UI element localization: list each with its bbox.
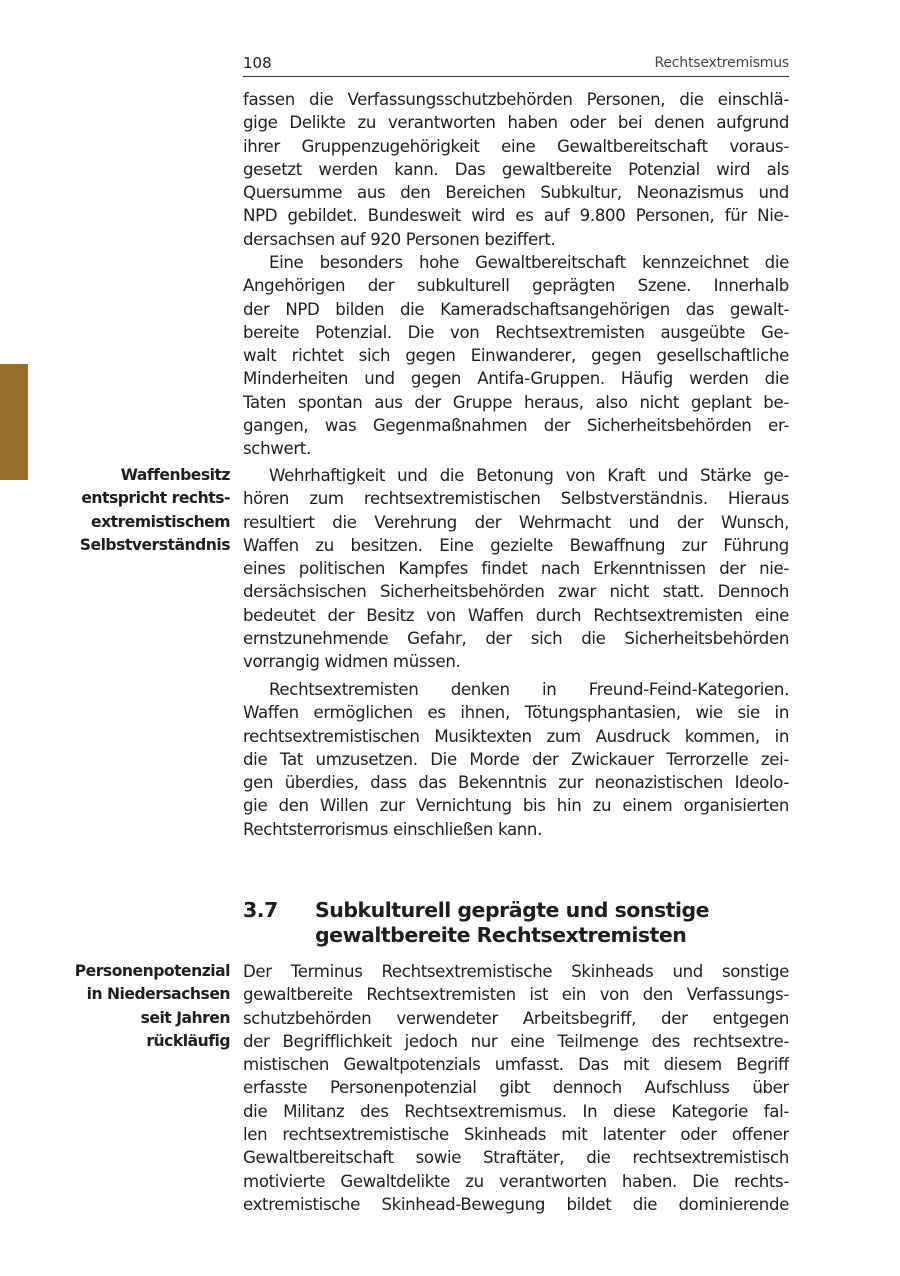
- text-line: motivierte Gewaltdelikte zu verantworten haben. Die rechts-: [243, 1171, 789, 1191]
- text-line: erfasste Personenpotenzial gibt dennoch Aufschluss über: [243, 1078, 789, 1098]
- paragraph-4: [243, 678, 789, 841]
- text-line: hören zum rechtsextremistischen Selbstverständnis. Hieraus: [243, 489, 789, 509]
- text-line: Der Terminus Rechtsextremistische Skinheads und sonstige: [243, 962, 789, 981]
- section-title: [315, 898, 709, 948]
- text-line: schutzbehörden verwendeter Arbeitsbegriff, der entgegen: [243, 1008, 789, 1028]
- margin-note-line: Waffenbesitz: [120, 466, 230, 484]
- paragraph-2: [243, 251, 789, 461]
- page-number: 108: [243, 54, 272, 72]
- margin-note-line: in Niedersachsen: [86, 985, 230, 1004]
- text-line: walt richtet sich gegen Einwanderer, gegen gesellschaftliche: [243, 346, 789, 366]
- text-line: der NPD bilden die Kameradschaftsangehörigen das gewalt-: [243, 299, 789, 319]
- text-line: len rechtsextremistische Skinheads mit latenter oder offener: [243, 1125, 789, 1145]
- text-line: eines politischen Kampfes findet nach Erkenntnissen der nie-: [243, 559, 789, 579]
- section-number: 3.7: [243, 898, 278, 922]
- margin-note-line: seit Jahren: [140, 1008, 230, 1027]
- running-header: [243, 52, 789, 77]
- text-line: die Militanz des Rechtsextremismus. In diese Kategorie fal-: [243, 1101, 789, 1121]
- margin-note-line: rückläufig: [146, 1031, 230, 1050]
- text-line: Angehörigen der subkulturell geprägten Szene. Innerhalb: [243, 276, 789, 296]
- text-line: Gewaltbereitschaft sowie Straftäter, die rechtsextremistisch: [243, 1148, 789, 1168]
- text-line: Minderheiten und gegen Antifa-Gruppen. Häufig werden die: [243, 369, 789, 389]
- text-line: gen überdies, dass das Bekenntnis zur neonazistischen Ideolo-: [243, 773, 789, 793]
- text-line: Eine besonders hohe Gewaltbereitschaft kennzeichnet die: [269, 253, 789, 272]
- text-line: fassen die Verfassungsschutzbehörden Personen, die einschlä-: [243, 90, 789, 109]
- text-line: Rechtsterrorismus einschließen kann.: [243, 819, 543, 839]
- text-line: die Tat umzusetzen. Die Morde der Zwickauer Terrorzelle zei-: [243, 749, 789, 769]
- text-line: ihrer Gruppenzugehörigkeit eine Gewaltbereitschaft voraus-: [243, 136, 789, 156]
- text-line: dersächsischen Sicherheitsbehörden zwar nicht statt. Dennoch: [243, 582, 789, 602]
- margin-note-line: Personenpotenzial: [74, 962, 230, 980]
- margin-note-line: extremistischem: [91, 512, 230, 531]
- margin-note-line: Selbstverständnis: [79, 535, 230, 554]
- text-line: der Begrifflichkeit jedoch nur eine Teilmenge des rechtsextre-: [243, 1031, 789, 1051]
- text-line: Wehrhaftigkeit und die Betonung von Kraft und Stärke ge-: [269, 466, 789, 485]
- running-head-title: Rechtsextremismus: [654, 55, 789, 71]
- paragraph-5: [243, 960, 789, 1216]
- text-line: vorrangig widmen müssen.: [243, 652, 461, 672]
- text-line: dersachsen auf 920 Personen beziffert.: [243, 229, 556, 249]
- text-line: bereite Potenzial. Die von Rechtsextremisten ausgeübte Ge-: [243, 322, 789, 342]
- text-line: gie den Willen zur Vernichtung bis hin zu einem organisierten: [243, 796, 789, 816]
- text-line: NPD gebildet. Bundesweit wird es auf 9.800 Personen, für Nie-: [243, 206, 789, 226]
- text-line: Rechtsextremisten denken in Freund-Feind-Kategorien.: [269, 680, 789, 699]
- text-line: extremistische Skinhead-Bewegung bildet die dominierende: [243, 1194, 789, 1214]
- text-line: rechtsextremistischen Musiktexten zum Ausdruck kommen, in: [243, 726, 789, 746]
- section-title-line: Subkulturell geprägte und sonstige: [315, 898, 710, 922]
- margin-note-line: entspricht rechts-: [81, 489, 230, 508]
- text-line: Waffen zu besitzen. Eine gezielte Bewaffnung zur Führung: [243, 535, 789, 555]
- margin-note-waffenbesitz: [30, 464, 230, 557]
- text-line: gangen, was Gegenmaßnahmen der Sicherheitsbehörden er-: [243, 416, 789, 436]
- text-line: gewaltbereite Rechtsextremisten ist ein von den Verfassungs-: [243, 985, 789, 1005]
- margin-note-personenpotenzial: [30, 960, 230, 1053]
- text-line: Taten spontan aus der Gruppe heraus, also nicht geplant be-: [243, 392, 789, 412]
- paragraph-1: [243, 88, 789, 251]
- chapter-thumb-tab: [0, 364, 28, 480]
- text-line: gesetzt werden kann. Das gewaltbereite Potenzial wird als: [243, 159, 789, 179]
- text-line: resultiert die Verehrung der Wehrmacht und der Wunsch,: [243, 512, 789, 532]
- text-line: Quersumme aus den Bereichen Subkultur, Neonazismus und: [243, 183, 789, 203]
- text-line: ernstzunehmende Gefahr, der sich die Sicherheitsbehörden: [243, 629, 789, 649]
- section-title-line: gewaltbereite Rechtsextremisten: [315, 923, 687, 947]
- text-line: bedeutet der Besitz von Waffen durch Rechtsextremisten eine: [243, 605, 789, 625]
- text-line: Waffen ermöglichen es ihnen, Tötungsphantasien, wie sie in: [243, 703, 789, 723]
- text-line: mistischen Gewaltpotenzials umfasst. Das mit diesem Begriff: [243, 1055, 789, 1075]
- text-line: gige Delikte zu verantworten haben oder bei denen aufgrund: [243, 113, 789, 133]
- paragraph-3: [243, 464, 789, 674]
- text-line: schwert.: [243, 439, 311, 459]
